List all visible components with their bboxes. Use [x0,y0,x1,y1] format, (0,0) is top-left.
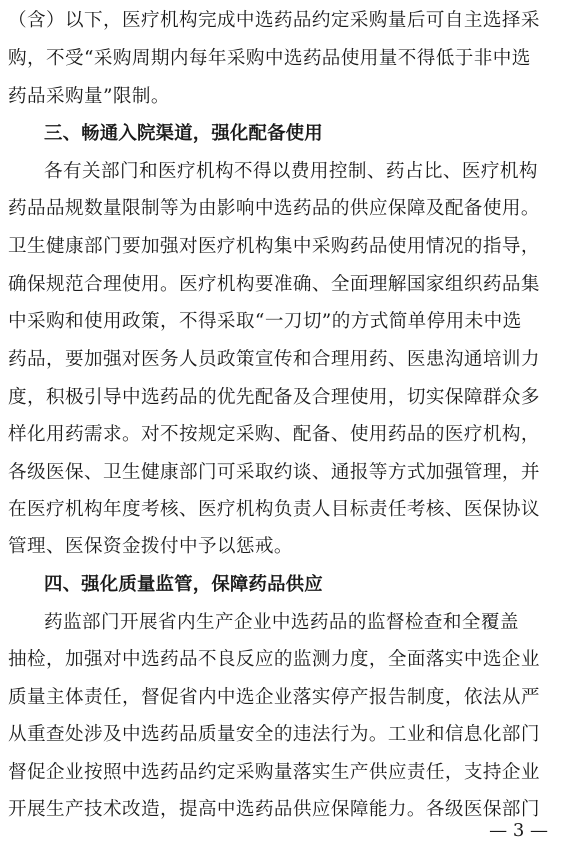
text-line: 药品，要加强对医务人员政策宣传和合理用药、医患沟通培训力 [8,349,540,370]
text-line: 购，不受“采购周期内每年采购中选药品使用量不得低于非中选 [8,48,531,69]
text-line: 抽检，加强对中选药品不良反应的监测力度，全面落实中选企业 [8,649,540,670]
text-line: 卫生健康部门要加强对医疗机构集中采购药品使用情况的指导， [8,236,540,257]
text-line: 中采购和使用政策，不得采取“一刀切”的方式简单停用未中选 [8,311,522,332]
text-line: 质量主体责任，督促省内中选企业落实停产报告制度，依法从严 [8,687,540,708]
text-line: （含）以下，医疗机构完成中选药品约定采购量后可自主选择采 [8,10,540,31]
text-line: 度，积极引导中选药品的优先配备及合理使用，切实保障群众多 [8,387,540,408]
text-line: 开展生产技术改造，提高中选药品供应保障能力。各级医保部门 [8,799,540,820]
page-number: — 3 — [489,820,548,841]
text-line: 各有关部门和医疗机构不得以费用控制、药占比、医疗机构 [44,161,538,182]
text-line: 确保规范合理使用。医疗机构要准确、全面理解国家组织药品集 [8,274,540,295]
text-line: 各级医保、卫生健康部门可采取约谈、通报等方式加强管理，并 [8,462,540,483]
text-line: 药监部门开展省内生产企业中选药品的监督检查和全覆盖 [44,612,519,633]
section-heading: 四、强化质量监管，保障药品供应 [44,574,323,595]
text-line: 样化用药需求。对不按规定采购、配备、使用药品的医疗机构， [8,424,540,445]
text-line: 在医疗机构年度考核、医疗机构负责人目标责任考核、医保协议 [8,499,540,520]
text-line: 药品采购量”限制。 [8,86,170,107]
text-line: 管理、医保资金拨付中予以惩戒。 [8,536,293,557]
text-line: 督促企业按照中选药品约定采购量落实生产供应责任，支持企业 [8,762,540,783]
section-heading: 三、畅通入院渠道，强化配备使用 [44,123,323,144]
text-line: 药品品规数量限制等为由影响中选药品的供应保障及配备使用。 [8,198,540,219]
text-line: 从重查处涉及中选药品质量安全的违法行为。工业和信息化部门 [8,724,540,745]
